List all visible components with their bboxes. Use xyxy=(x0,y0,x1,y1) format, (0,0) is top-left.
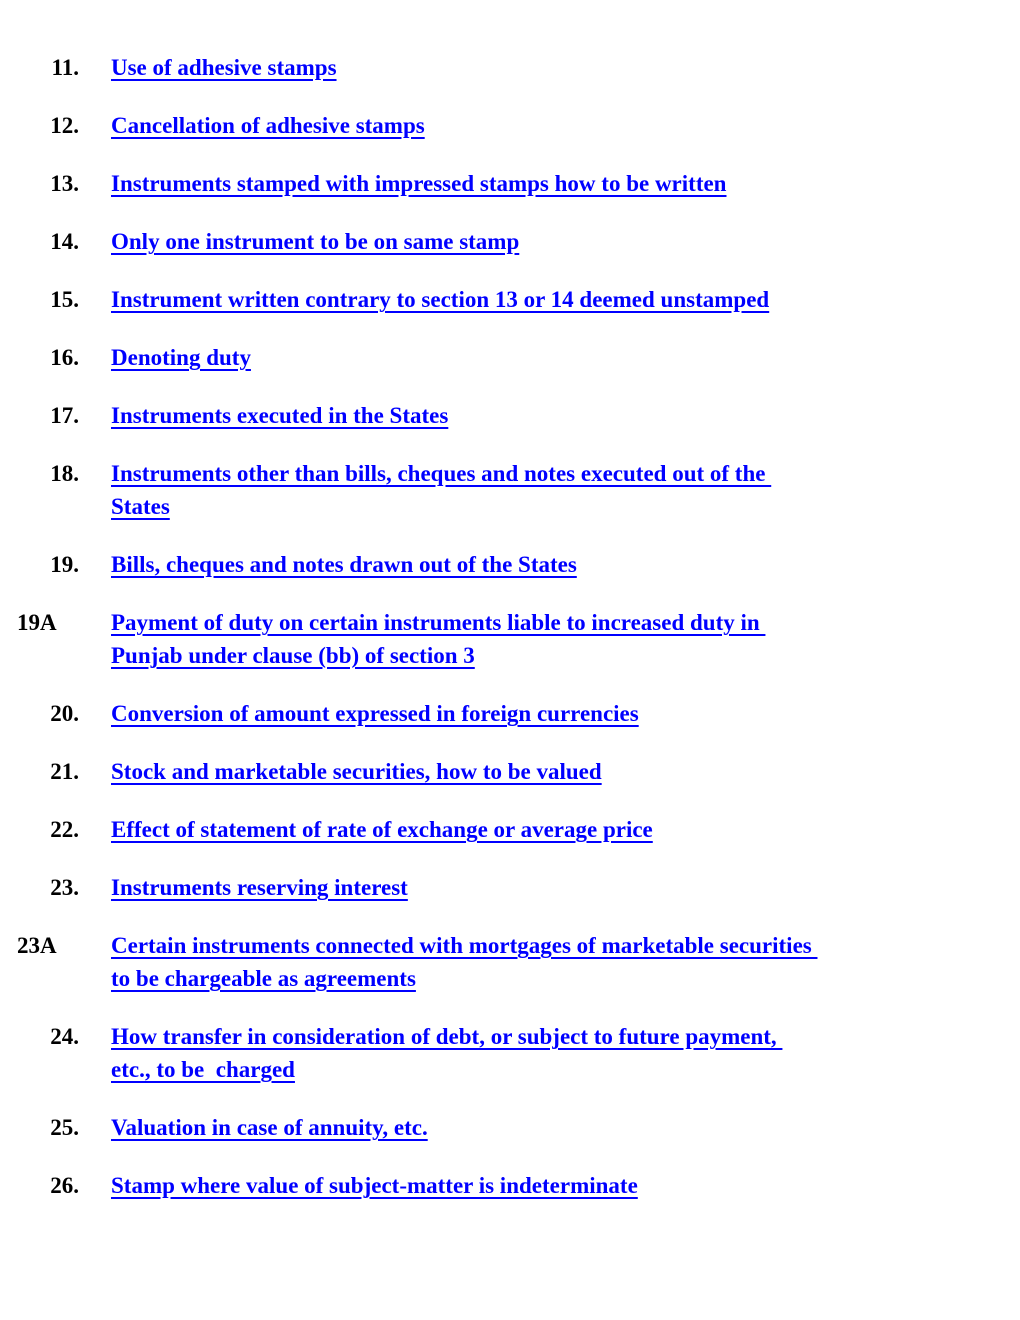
toc-item xyxy=(0,341,1020,374)
toc-item-link[interactable] xyxy=(111,109,1020,142)
toc-item-number: 21. xyxy=(50,759,79,784)
toc-item-number: 24. xyxy=(50,1024,79,1049)
toc-item-number: 16. xyxy=(50,345,79,370)
toc-item-line: Certain instruments connected with mortgages of marketable securities xyxy=(111,933,818,958)
toc-item-link[interactable] xyxy=(111,225,1020,258)
toc-item-line: States xyxy=(111,494,170,519)
toc-item xyxy=(0,51,1020,84)
toc-item-number: 17. xyxy=(50,403,79,428)
toc-item-line: Payment of duty on certain instruments liable to increased duty in xyxy=(111,610,766,635)
toc-item-line: Instruments stamped with impressed stamps how to be written xyxy=(111,171,727,196)
toc-item xyxy=(0,813,1020,846)
toc-item-line: Bills, cheques and notes drawn out of the States xyxy=(111,552,577,577)
toc-item-link[interactable] xyxy=(111,1020,1020,1086)
toc-item-link[interactable] xyxy=(111,341,1020,374)
toc-item-line: Valuation in case of annuity, etc. xyxy=(111,1115,428,1140)
toc-item-link[interactable] xyxy=(111,167,1020,200)
toc-item-link[interactable] xyxy=(111,871,1020,904)
toc-item xyxy=(0,167,1020,200)
toc-item xyxy=(0,606,1020,672)
toc-item-link[interactable] xyxy=(111,457,1020,523)
toc-item xyxy=(0,929,1020,995)
toc-item-line: Stock and marketable securities, how to be valued xyxy=(111,759,602,784)
toc-item-link[interactable] xyxy=(111,813,1020,846)
toc-item-number: 19. xyxy=(50,552,79,577)
toc-item-link[interactable] xyxy=(111,548,1020,581)
toc-item-line: to be chargeable as agreements xyxy=(111,966,416,991)
toc-item xyxy=(0,399,1020,432)
toc-item-line: etc., to be charged xyxy=(111,1057,295,1082)
toc-item-line: Conversion of amount expressed in foreign currencies xyxy=(111,701,639,726)
toc-item-number: 11. xyxy=(51,55,79,80)
toc-item xyxy=(0,548,1020,581)
toc-item-number: 23A xyxy=(17,933,57,958)
toc-item-link[interactable] xyxy=(111,1111,1020,1144)
toc-item-number: 14. xyxy=(50,229,79,254)
toc-item-line: Stamp where value of subject-matter is indeterminate xyxy=(111,1173,638,1198)
toc-item-link[interactable] xyxy=(111,283,1020,316)
toc-item-line: Denoting duty xyxy=(111,345,251,370)
toc-item-number: 12. xyxy=(50,113,79,138)
toc-item-number: 19A xyxy=(17,610,57,635)
toc-item xyxy=(0,871,1020,904)
toc-item-line: Punjab under clause (bb) of section 3 xyxy=(111,643,475,668)
toc-item xyxy=(0,1111,1020,1144)
toc-item-number: 22. xyxy=(50,817,79,842)
toc-item-line: Instrument written contrary to section 13 or 14 deemed unstamped xyxy=(111,287,770,312)
toc-item-number: 23. xyxy=(50,875,79,900)
toc-item xyxy=(0,1169,1020,1202)
toc-item xyxy=(0,225,1020,258)
toc-item xyxy=(0,109,1020,142)
toc-item-line: Instruments reserving interest xyxy=(111,875,408,900)
toc-item-line: Cancellation of adhesive stamps xyxy=(111,113,425,138)
toc-item-link[interactable] xyxy=(111,929,1020,995)
toc-item-number: 25. xyxy=(50,1115,79,1140)
toc-item-line: Only one instrument to be on same stamp xyxy=(111,229,520,254)
toc-item-link[interactable] xyxy=(111,51,1020,84)
toc-item-line: Effect of statement of rate of exchange or average price xyxy=(111,817,653,842)
toc-item-number: 13. xyxy=(50,171,79,196)
toc-item xyxy=(0,457,1020,523)
toc-item-line: Instruments other than bills, cheques and notes executed out of the xyxy=(111,461,772,486)
toc-item-link[interactable] xyxy=(111,697,1020,730)
toc-item-line: Instruments executed in the States xyxy=(111,403,449,428)
toc-item xyxy=(0,283,1020,316)
toc-item-number: 26. xyxy=(50,1173,79,1198)
toc-item-line: How transfer in consideration of debt, or subject to future payment, xyxy=(111,1024,783,1049)
toc-item-link[interactable] xyxy=(111,399,1020,432)
toc-item-link[interactable] xyxy=(111,1169,1020,1202)
toc-item-number: 20. xyxy=(50,701,79,726)
toc-item xyxy=(0,697,1020,730)
toc-item xyxy=(0,1020,1020,1086)
toc-item-link[interactable] xyxy=(111,606,1020,672)
toc-item-number: 18. xyxy=(50,461,79,486)
toc-item-line: Use of adhesive stamps xyxy=(111,55,337,80)
toc-item xyxy=(0,755,1020,788)
toc-item-number: 15. xyxy=(50,287,79,312)
toc-item-link[interactable] xyxy=(111,755,1020,788)
